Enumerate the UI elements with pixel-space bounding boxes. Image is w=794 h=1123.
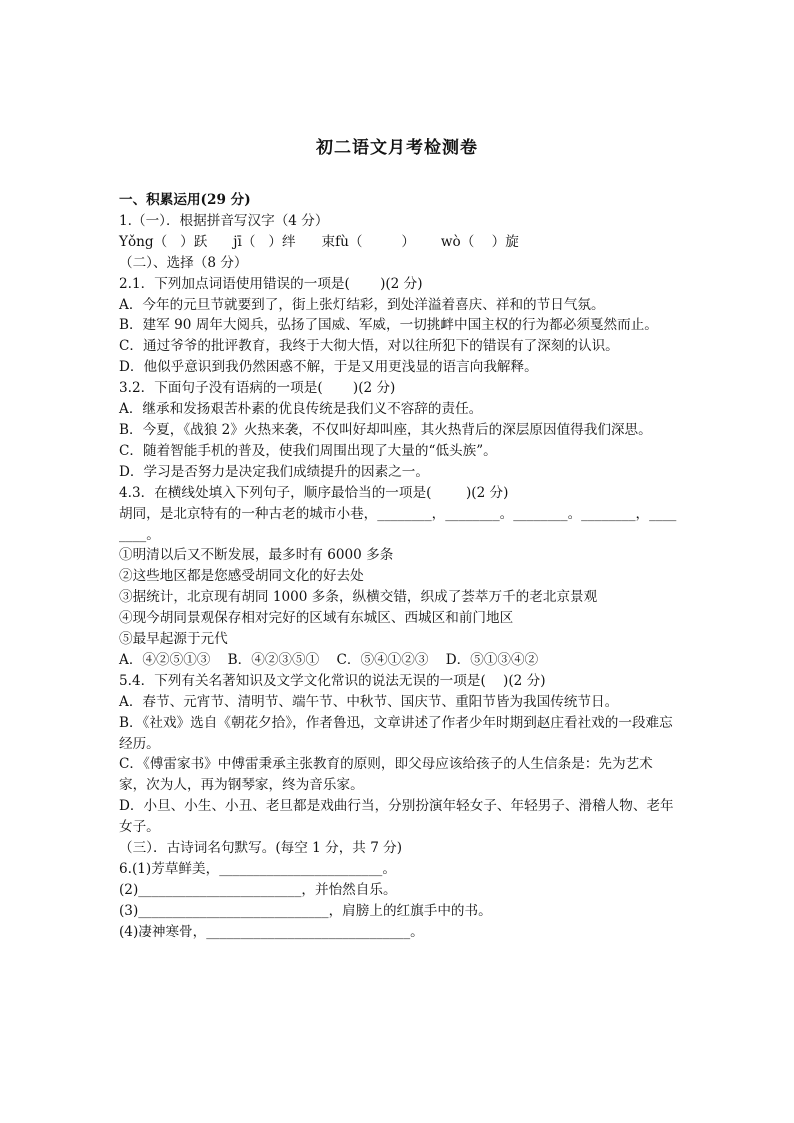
option-text: D．小旦、小生、小丑、老旦都是戏曲行当，分别扮演年轻女子、年轻男子、滑稽人物、老年女子。 xyxy=(119,798,674,836)
fill-blank-sentence: 胡同，是北京特有的一种古老的城市小巷，________，________。________。________，________。 xyxy=(119,505,677,543)
section-heading: 一、积累运用(29 分) xyxy=(119,192,251,208)
option-text: C．随着智能手机的普及，使我们周围出现了大量的“低头族”。 xyxy=(119,442,497,459)
poem-fill-line: 6.(1)芳草鲜美，________________________。 xyxy=(119,861,396,877)
pinyin-line: Yǒng（ ）跃 jī（ ）绊 束fù（ ） wò（ ）旋 xyxy=(119,233,519,250)
option-text: A．今年的元旦节就要到了，街上张灯结彩，到处洋溢着喜庆、祥和的节日气氛。 xyxy=(119,296,605,313)
page-title: 初二语文月考检测卷 xyxy=(316,138,478,158)
subsection-heading: （三）．古诗词名句默写。(每空 1 分，共 7 分) xyxy=(119,840,403,857)
question-text: 1.（一）．根据拼音写汉字（4 分） xyxy=(119,212,329,229)
sentence-item: ①明清以后又不断发展，最多时有 6000 多条 xyxy=(119,547,394,564)
option-text: D．学习是否努力是决定我们成绩提升的因素之一。 xyxy=(119,463,429,480)
sentence-item: ④现今胡同景观保存相对完好的区域有东城区、西城区和前门地区 xyxy=(119,610,514,627)
poem-fill-line: (3)____________________________，肩膀上的红旗手中的书。 xyxy=(119,902,492,919)
option-text: B．《社戏》选自《朝花夕拾》，作者鲁迅，文章讲述了作者少年时期到赵庄看社戏的一段难忘经历。 xyxy=(119,714,673,752)
option-text: D．他似乎意识到我仍然困惑不解，于是又用更浅显的语言向我解释。 xyxy=(119,359,538,376)
question-text: 3.2．下面句子没有语病的一项是( )(2 分) xyxy=(119,380,396,397)
question-text: 5.4．下列有关名著知识及文学文化常识的说法无误的一项是( )(2 分) xyxy=(119,672,546,689)
option-text: C．通过爷爷的批评教育，我终于大彻大悟，对以往所犯下的错误有了深刻的认识。 xyxy=(119,338,619,355)
sentence-item: ③据统计，北京现有胡同 1000 多条，纵横交错，织成了荟萃万千的老北京景观 xyxy=(119,589,598,606)
option-text: C．《傅雷家书》中傅雷秉承主张教育的原则，即父母应该给孩子的人生信条是：先为艺术家，次为人，再为钢琴家，终为音乐家。 xyxy=(119,756,653,794)
subsection-heading: （二）、选择（8 分） xyxy=(119,254,248,271)
sentence-item: ⑤最早起源于元代 xyxy=(119,631,228,648)
option-text: A．继承和发扬艰苦朴素的优良传统是我们义不容辞的责任。 xyxy=(119,401,483,418)
option-text: A．春节、元宵节、清明节、端午节、中秋节、国庆节、重阳节皆为我国传统节日。 xyxy=(119,693,619,710)
poem-fill-line: (2)________________________，并怡然自乐。 xyxy=(119,881,397,898)
question-text: 2.1．下列加点词语使用错误的一项是( )(2 分) xyxy=(119,275,423,292)
poem-fill-line: (4)凄神寒骨，______________________________。 xyxy=(119,923,424,940)
option-text: B．今夏，《战狼 2》火热来袭，不仅叫好却叫座，其火热背后的深层原因值得我们深思。 xyxy=(119,421,652,438)
answer-options: A．④②⑤①③ B．④②③⑤① C．⑤④①②③ D．⑤①③④② xyxy=(119,651,539,668)
document-body xyxy=(119,190,679,943)
option-text: B．建军 90 周年大阅兵，弘扬了国威、军威，一切挑衅中国主权的行为都必须戛然而止。 xyxy=(119,317,658,334)
question-text: 4.3．在横线处填入下列句子，顺序最恰当的一项是( )(2 分) xyxy=(119,484,509,501)
sentence-item: ②这些地区都是您感受胡同文化的好去处 xyxy=(119,568,364,585)
